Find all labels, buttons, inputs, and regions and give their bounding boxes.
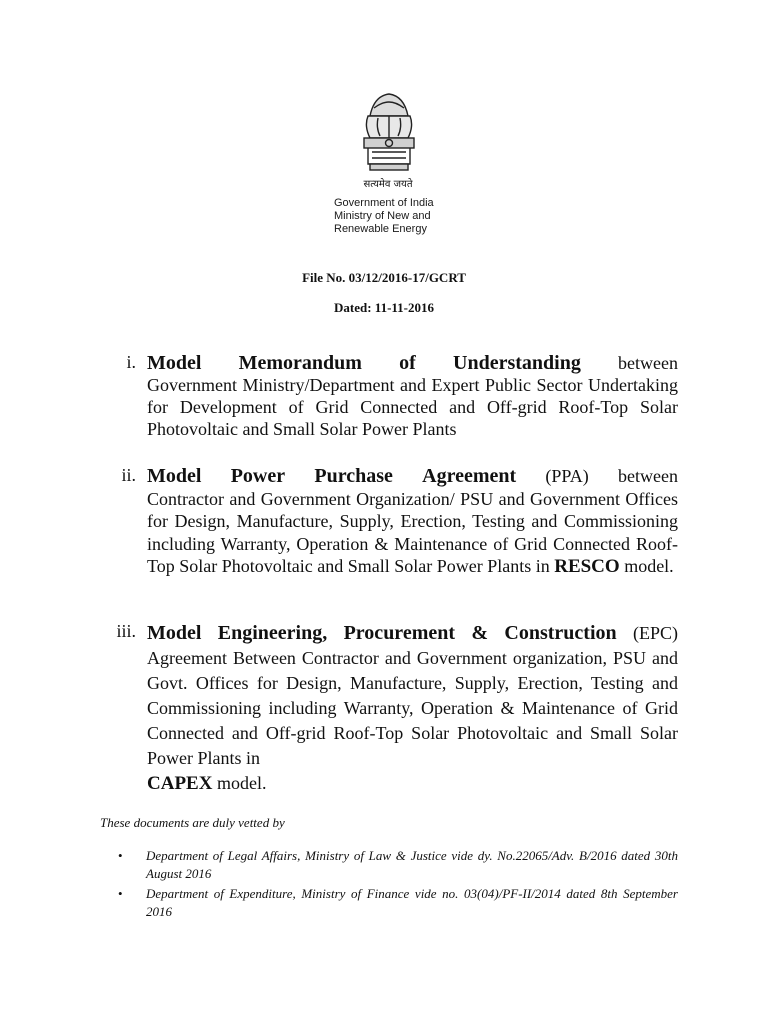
- heading-word: Understanding: [453, 352, 581, 374]
- heading-tail: between: [618, 466, 678, 486]
- bullet-text: Department of Expenditure, Ministry of Finance vide no. 03(04)/PF-II/2014 dated 8th September 2016: [146, 886, 678, 919]
- vetting-intro: These documents are duly vetted by: [100, 815, 285, 830]
- item-number: i.: [126, 352, 136, 372]
- bullet-text: Department of Legal Affairs, Ministry of Law & Justice vide dy. No.22065/Adv. B/2016 dated 30th August 2016: [146, 848, 678, 881]
- item-number: iii.: [116, 621, 136, 641]
- heading-word: Construction: [504, 622, 617, 644]
- file-number: File No. 03/12/2016-17/GCRT: [302, 270, 466, 285]
- item-body: [147, 465, 678, 579]
- dated-line: Dated: 11-11-2016: [333, 300, 435, 315]
- heading-word: Power: [230, 465, 286, 487]
- item-body: [147, 352, 678, 440]
- model-name: RESCO: [554, 556, 620, 577]
- org-line-3: Renewable Energy: [334, 223, 427, 235]
- heading-tail: between: [618, 353, 678, 373]
- heading-word: Engineering,: [217, 622, 328, 644]
- org-line-2: Ministry of New and: [334, 210, 431, 222]
- model-tail: model.: [619, 556, 674, 576]
- heading-word: Model: [147, 465, 202, 487]
- item-text: [147, 646, 678, 796]
- item-body: [147, 621, 678, 796]
- heading-word: Procurement: [343, 622, 456, 644]
- model-tail: model.: [212, 773, 267, 793]
- ministry-name: [334, 197, 434, 236]
- item-text: [147, 488, 678, 579]
- heading-word: Agreement: [422, 465, 517, 487]
- bullet-icon: •: [118, 886, 123, 901]
- model-name: CAPEX: [147, 773, 213, 794]
- list-item: [118, 885, 678, 921]
- heading-word: of: [399, 352, 416, 374]
- heading-word: &: [471, 622, 489, 644]
- list-item: [118, 847, 678, 883]
- item-text-span: Contractor and Government Organization/ PSU and Government Offices for Design, Manufacture, Supply, Erection, Testing and Commissioning including Warranty, Operation & Maintenance of Grid Connected Roof-Top Solar Photovoltaic and Small Solar Power Plants in: [147, 488, 678, 576]
- heading-word: Model: [147, 352, 202, 374]
- heading-tail: (EPC): [632, 623, 678, 643]
- item-text-span: Agreement Between Contractor and Government organization, PSU and Govt. Offices for Design, Manufacture, Supply, Erection, Testing and Commissioning including Warranty, Operation & Maintenance of Grid Connected and Off-grid Roof-Top Solar Photovoltaic and Small Solar Power Plants in: [147, 648, 678, 768]
- heading-word: Model: [147, 622, 202, 644]
- item-text: Government Ministry/Department and Expert Public Sector Undertaking for Development of Grid Connected and Off-grid Roof-Top Solar Photovoltaic and Small Solar Power Plants: [147, 375, 678, 439]
- item-number: ii.: [121, 465, 136, 485]
- item-heading-line: [147, 621, 678, 646]
- org-line-1: Government of India: [334, 197, 434, 209]
- item-heading-line: [147, 465, 678, 488]
- item-heading-line: [147, 352, 678, 374]
- emblem-motto: सत्यमेव जयते: [363, 179, 413, 190]
- heading-word: Purchase: [314, 465, 393, 487]
- heading-tail: (PPA): [545, 466, 589, 486]
- vetting-list: [118, 847, 678, 923]
- heading-word: Memorandum: [238, 352, 362, 374]
- bullet-icon: •: [118, 848, 123, 863]
